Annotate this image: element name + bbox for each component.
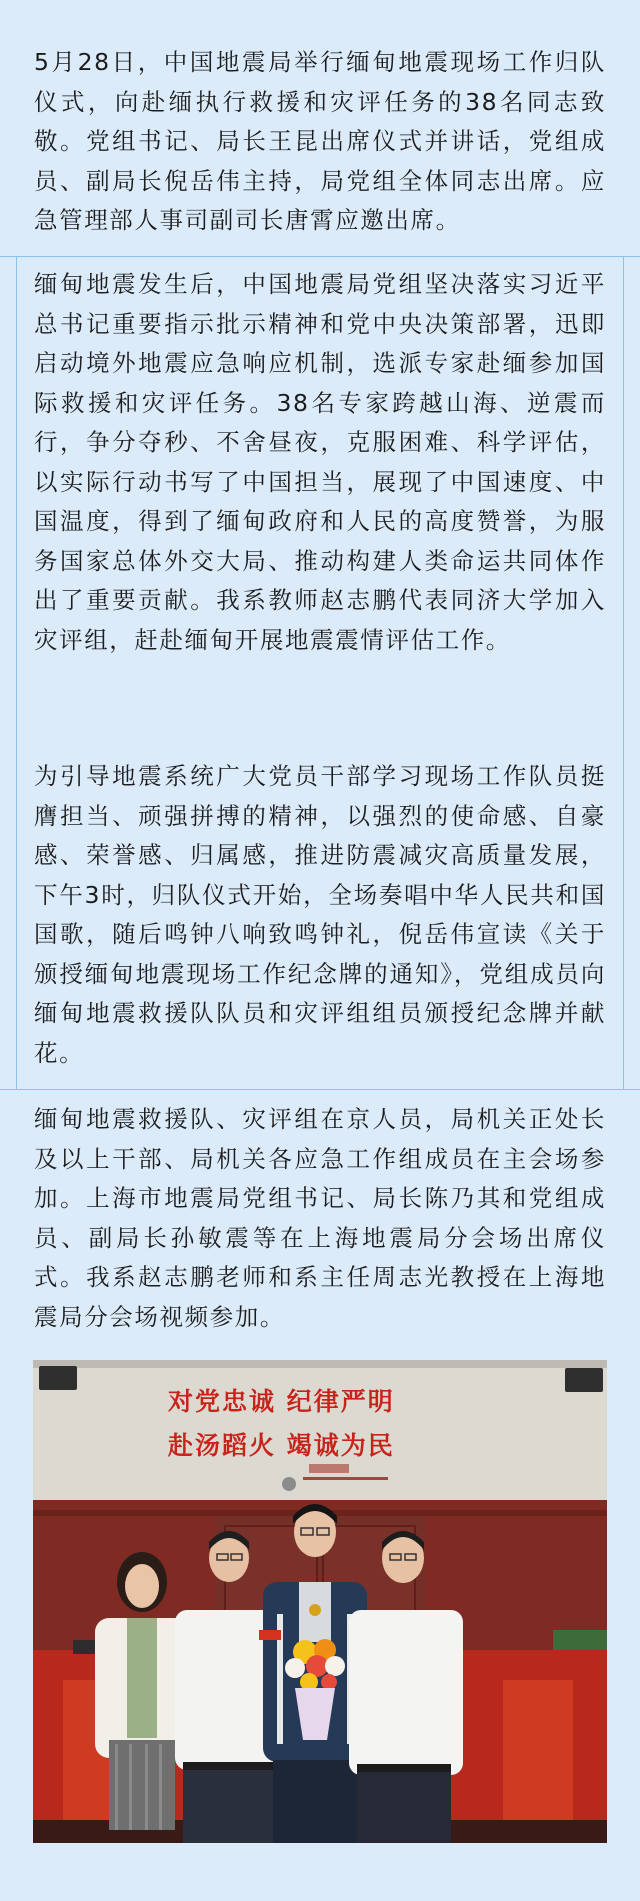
paragraph-3: 为引导地震系统广大党员干部学习现场工作队员挺膺担当、顽强拼搏的精神，以强烈的使命感、自豪感、荣誉感、归属感，推进防震减灾高质量发展，下午3时，归队仪式开始，全场奏唱中华人民共和国国歌，随后鸣钟八响致鸣钟礼，倪岳伟宣读《关于颁授缅甸地震现场工作纪念牌的通知》，党组成员向缅甸地震救援队队员和灾评组组员颁授纪念牌并献花。 (34, 762, 606, 1067)
group-photo (33, 1360, 607, 1843)
paragraph-2: 缅甸地震发生后，中国地震局党组坚决落实习近平总书记重要指示批示精神和党中央决策部署，迅即启动境外地震应急响应机制，选派专家赴缅参加国际救援和灾评任务。38名专家跨越山海、逆震而行，争分夺秒、不舍昼夜，克服困难、科学评估，以实际行动书写了中国担当，展现了中国速度、中国温度，得到了缅甸政府和人民的高度赞誉，为服务国家总体外交大局、推动构建人类命运共同体作出了重要贡献。我系教师赵志鹏代表同济大学加入灾评组，赶赴缅甸开展地震震情评估工作。 (34, 270, 606, 654)
photo-slogan-line-2: 赴汤蹈火 竭诚为民 (168, 1431, 395, 1460)
paragraph-4: 缅甸地震救援队、灾评组在京人员，局机关正处长及以上干部、局机关各应急工作组成员在主会场参加。上海市地震局党组书记、局长陈乃其和党组成员、副局长孙敏震等在上海地震局分会场出席仪式。我系赵志鹏老师和系主任周志光教授在上海地震局分会场视频参加。 (34, 1105, 606, 1331)
photo-slogan-line-1: 对党忠诚 纪律严明 (168, 1387, 395, 1416)
guide-line-bottom (0, 1089, 640, 1090)
paragraph-1: 5月28日，中国地震局举行缅甸地震现场工作归队仪式，向赴缅执行救援和灾评任务的38名同志致敬。党组书记、局长王昆出席仪式并讲话，党组成员、副局长倪岳伟主持，局党组全体同志出席。应急管理部人事司副司长唐霄应邀出席。 (34, 48, 606, 234)
